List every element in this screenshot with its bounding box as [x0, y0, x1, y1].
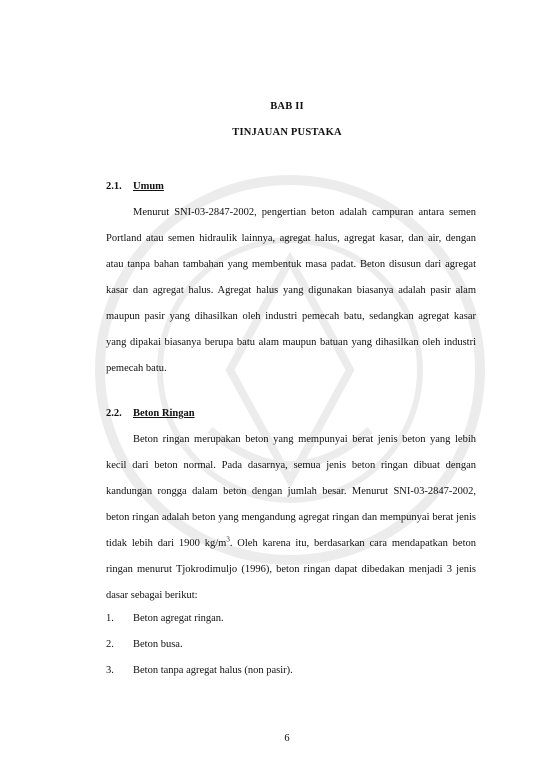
- list-number: 1.: [106, 613, 114, 624]
- list-text: Beton agregat ringan.: [133, 613, 224, 624]
- paragraph-beton-ringan: [106, 427, 476, 609]
- paragraph-umum: Menurut SNI-03-2847-2002, pengertian beton adalah campuran antara semen Portland atau semen hidraulik lainnya, agregat halus, agregat kasar, dan air, dengan atau tanpa bahan tambahan yang membentuk masa padat. Beton disusun dari agregat kasar dan agregat halus. Agregat halus yang digunakan biasanya adalah pasir alam maupun pasir yang dihasilkan oleh industri pemecah batu, sedangkan agregat kasar yang dipakai biasanya berupa batu alam maupun batuan yang dihasilkan oleh industri pemecah batu.: [106, 207, 476, 374]
- unit-superscript: 3: [226, 535, 230, 544]
- list-item: [106, 639, 183, 650]
- section-heading-beton-ringan: [106, 408, 195, 419]
- chapter-label: BAB II: [270, 101, 304, 112]
- section-title: Umum: [133, 181, 164, 192]
- paragraph-text: Beton ringan merupakan beton yang mempunyai berat jenis beton yang lebih kecil dari beton normal. Pada dasarnya, semua jenis beton ringan dibuat dengan kandungan rongga dalam beton dengan jumlah besar. Menurut SNI-03-2847-2002, beton ringan adalah beton yang mengandung agregat ringan dan mempunyai berat jenis tidak lebih dari 1900 kg/m: [106, 434, 476, 549]
- section-number: 2.2.: [106, 408, 122, 419]
- section-number: 2.1.: [106, 181, 122, 192]
- paragraph-text: . Oleh karena itu, berdasarkan cara mendapatkan beton ringan menurut Tjokrodimuljo (1996), beton ringan dapat dibedakan menjadi 3 jenis dasar sebagai berikut:: [106, 538, 476, 601]
- list-text: Beton busa.: [133, 639, 183, 650]
- list-text: Beton tanpa agregat halus (non pasir).: [133, 665, 293, 676]
- chapter-title: TINJAUAN PUSTAKA: [232, 127, 342, 138]
- list-item: [106, 665, 293, 676]
- list-number: 3.: [106, 665, 114, 676]
- page-number: 6: [284, 733, 290, 744]
- list-number: 2.: [106, 639, 114, 650]
- list-item: [106, 613, 224, 624]
- section-heading-umum: [106, 181, 164, 192]
- section-title: Beton Ringan: [133, 408, 195, 419]
